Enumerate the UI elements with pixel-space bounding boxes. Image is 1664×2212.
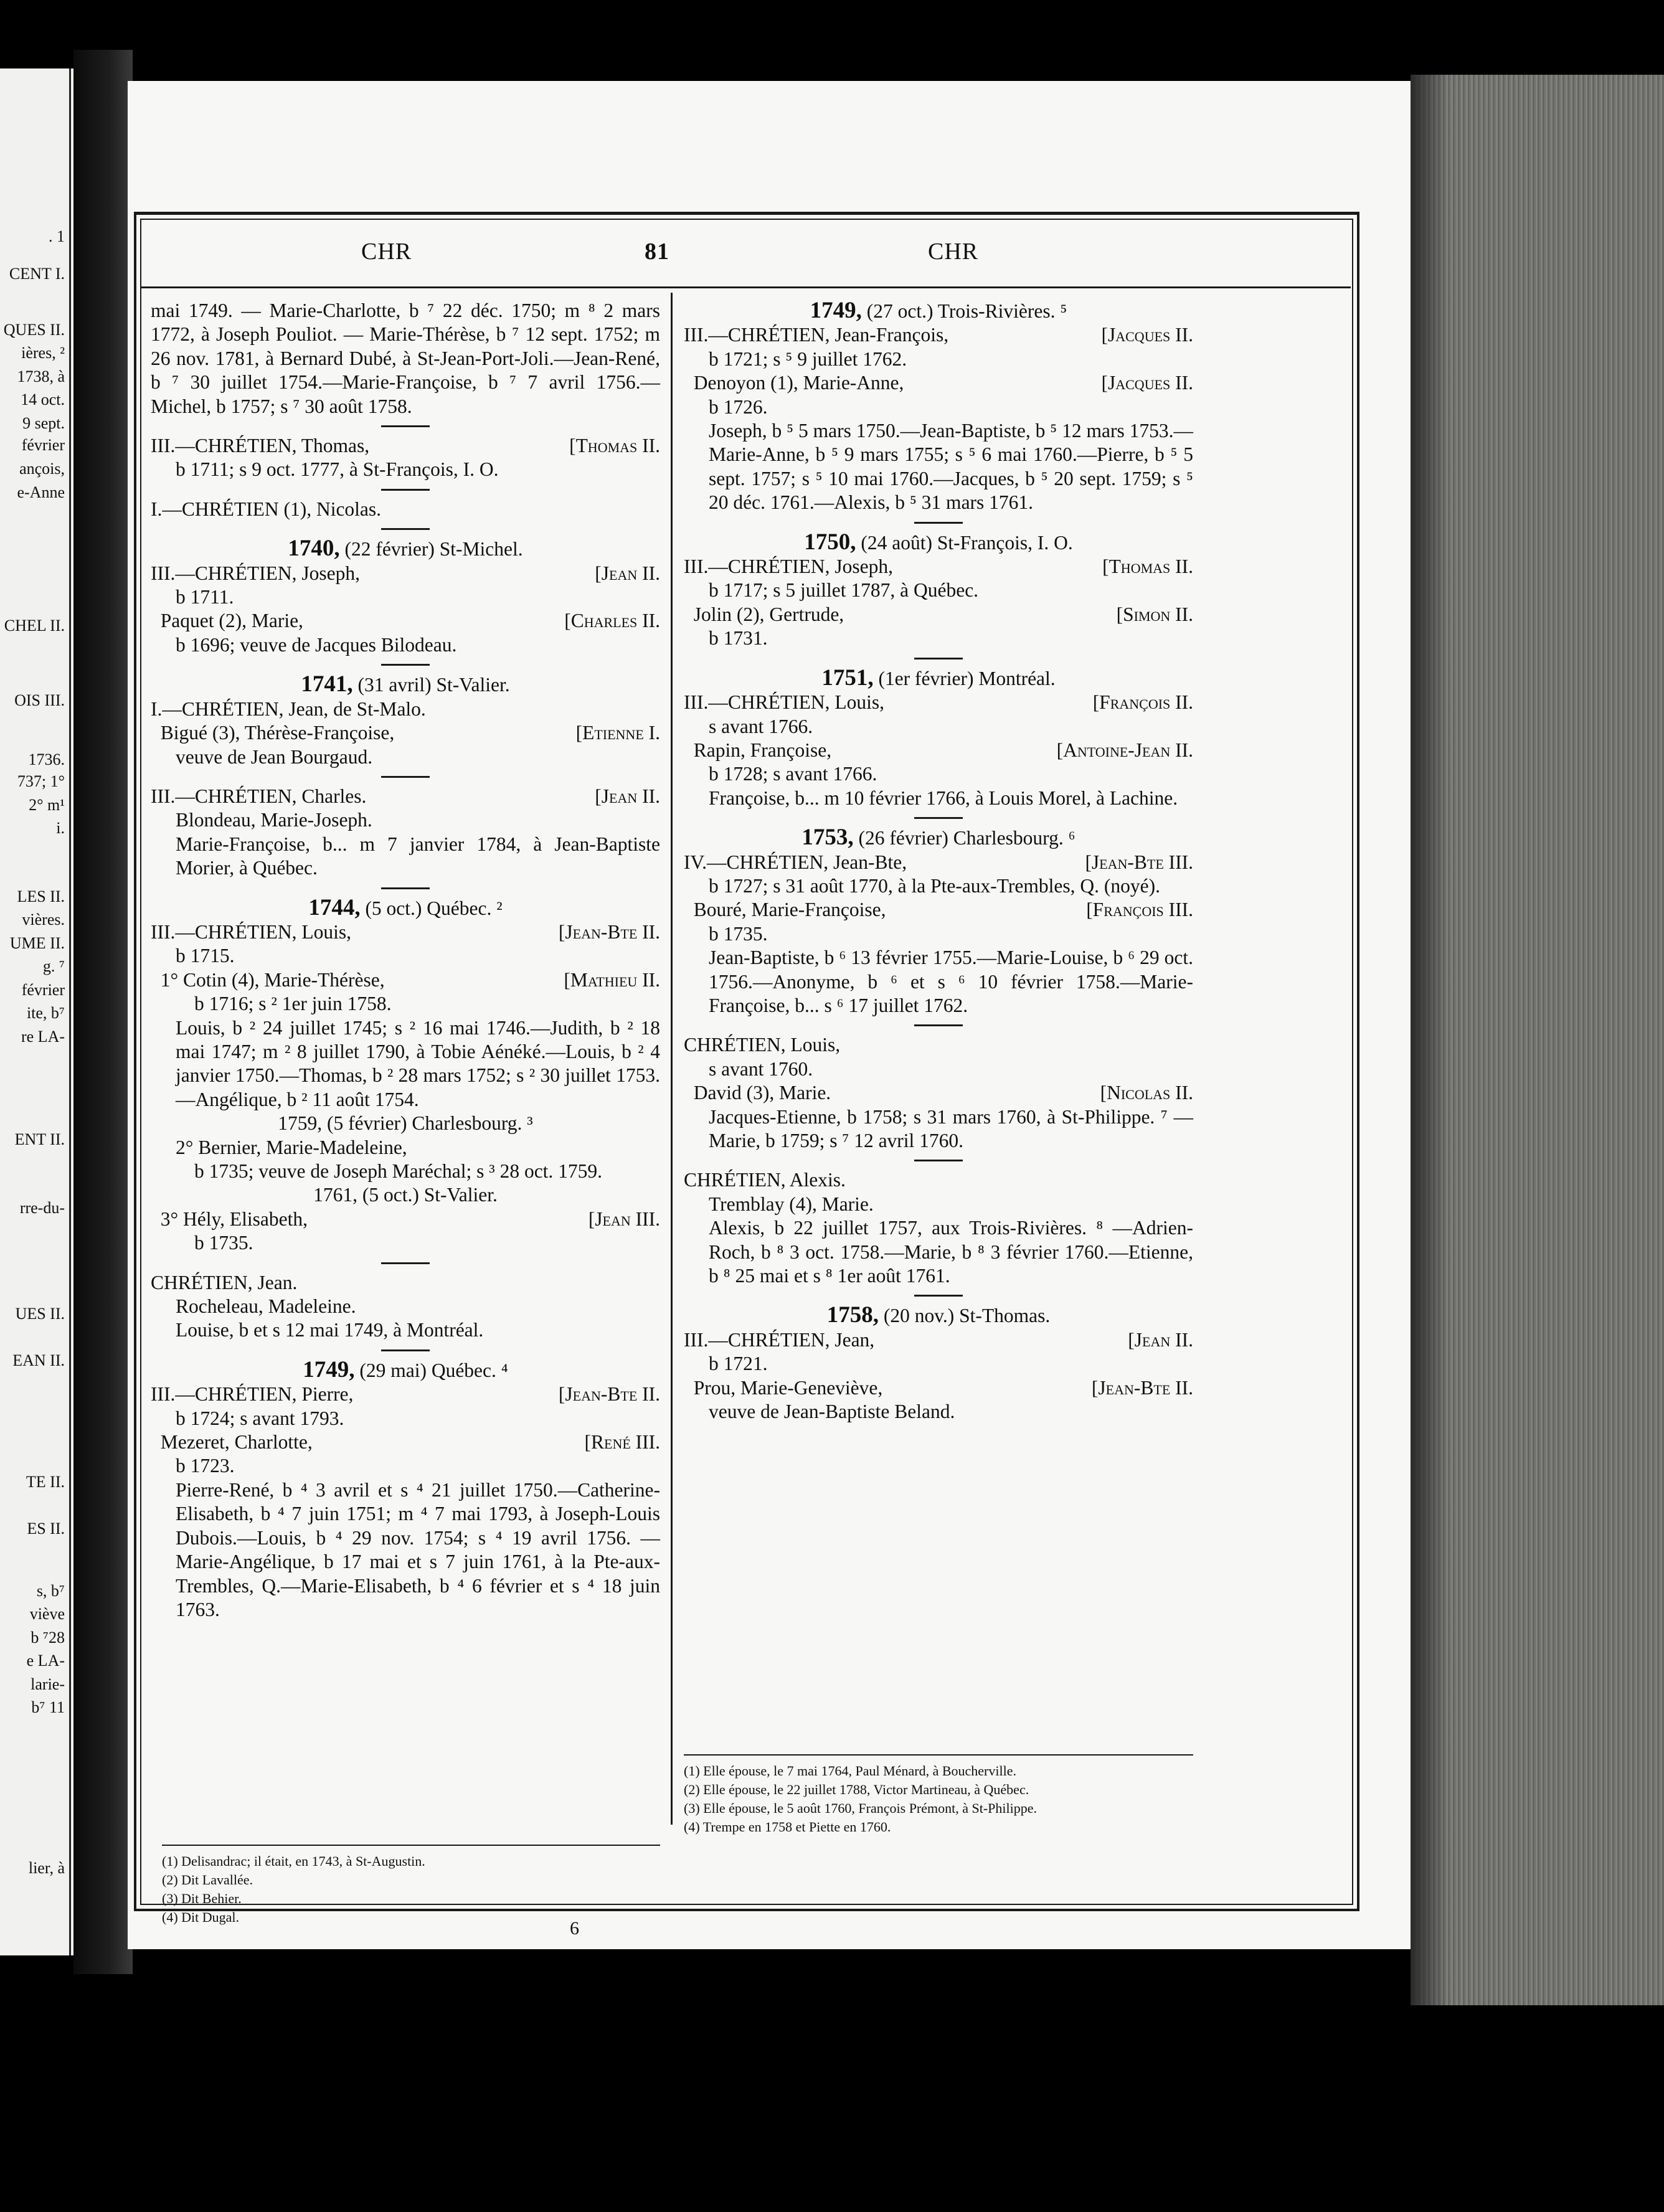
facing-page-fragment: LES II. [17, 887, 65, 905]
marriage-year: 1758, [826, 1302, 879, 1328]
marriage-place: (1er février) Montréal. [873, 667, 1056, 689]
entry-text: b 1728; s avant 1766. [709, 763, 877, 785]
facing-page-fragment: rre-du- [19, 1199, 65, 1217]
footnotes-right [684, 1741, 1193, 1836]
entry-paragraph: Françoise, b... m 10 février 1766, à Louis Morel, à Lachine. [709, 787, 1178, 809]
facing-page-fragment: ENT II. [14, 1130, 65, 1148]
entry-name: 3° Hély, Elisabeth, [151, 1208, 308, 1230]
entry-line [684, 898, 1193, 922]
parent-reference: [Nicolas II. [1100, 1082, 1193, 1104]
entry-name: III.—CHRÉTIEN, Thomas, [151, 435, 370, 457]
entry-line [684, 851, 1193, 874]
facing-page-fragment: février [21, 981, 65, 999]
marriage-heading [684, 826, 1193, 850]
entry-line [684, 371, 1193, 395]
entry-separator [914, 1295, 963, 1297]
entry-text: b 1696; veuve de Jacques Bilodeau. [176, 633, 457, 656]
entry-separator [914, 658, 963, 659]
entry-text: b 1735. [709, 922, 768, 945]
entry-name: III.—CHRÉTIEN, Pierre, [151, 1383, 354, 1406]
entry-line [151, 968, 660, 992]
facing-page-fragment: ES II. [27, 1520, 65, 1538]
marriage-year: 1753, [801, 825, 854, 851]
entry-line [151, 785, 660, 808]
entry-separator [914, 817, 963, 819]
facing-page-fragment: 9 sept. [22, 414, 65, 432]
entry-line [684, 555, 1193, 579]
marriage-year: 1751, [821, 664, 874, 691]
entry-name: Prou, Marie-Geneviève, [684, 1376, 883, 1399]
entry-text: b 1711. [176, 586, 234, 608]
entry-paragraph: Joseph, b ⁵ 5 mars 1750.—Jean-Baptiste, b ⁵ 12 mars 1753.—Marie-Anne, b ⁵ 9 mars 1755; s ⁵ 6 mai 1760.—Pierre, b ⁵ 5 sept. 1757; s ⁵ 10 mai 1760.—Jacques, b ⁵ 20 sept. 1759; s ⁵ 20 déc. 1761.—Alexis, b ⁵ 31 mars 1761. [709, 420, 1193, 514]
entry-name: III.—CHRÉTIEN, Jean, [684, 1328, 875, 1351]
entry-paragraph: Jean-Baptiste, b ⁶ 13 février 1755.—Marie-Louise, b ⁶ 29 oct. 1756.—Anonyme, b ⁶ et s ⁶ 10 février 1758.—Marie-Françoise, b... s ⁶ 17 juillet 1762. [709, 947, 1193, 1016]
parent-reference: [François II. [1092, 691, 1193, 714]
entry-name: 1° Cotin (4), Marie-Thérèse, [151, 968, 385, 991]
marriage-subheading: 1761, (5 oct.) St-Valier. [313, 1184, 498, 1206]
footnote: (1) Elle épouse, le 7 mai 1764, Paul Ménard, à Boucherville. [684, 1763, 1016, 1779]
facing-page-fragment: 1738, à [17, 367, 65, 385]
footnote: (3) Dit Behier. [162, 1891, 242, 1906]
entry-name: III.—CHRÉTIEN, Louis, [684, 691, 884, 714]
facing-page-fragment: lier, à [28, 1859, 65, 1877]
entry-separator [914, 1024, 963, 1026]
page-number: 81 [645, 239, 669, 265]
running-head-left: CHR [361, 239, 412, 265]
entry-name: Rapin, Françoise, [684, 739, 832, 761]
running-head-right: CHR [928, 239, 979, 265]
parent-reference: [Thomas II. [569, 435, 660, 457]
entry-name: Paquet (2), Marie, [151, 610, 303, 632]
right-column [684, 299, 1193, 1424]
entry-line [684, 603, 1193, 626]
marriage-place: (29 mai) Québec. ⁴ [354, 1359, 508, 1381]
entry-paragraph: Louis, b ² 24 juillet 1745; s ² 16 mai 1746.—Judith, b ² 18 mai 1747; m ² 8 juillet 1790, à Tobie Aénéké.—Louis, b ² 4 janvier 1750.—Thomas, b ² 28 mars 1752; s ² 30 juillet 1753.—Angélique, b ² 11 août 1754. [176, 1016, 660, 1110]
facing-page-fragment: i. [56, 819, 65, 837]
marriage-heading [684, 299, 1193, 323]
facing-page-fragment: UME II. [9, 934, 65, 952]
facing-page-fragment: 1736. [28, 750, 65, 768]
marriage-year: 1749, [303, 1356, 355, 1382]
entry-line [151, 434, 660, 458]
facing-page-fragment: 2° m¹ [29, 796, 65, 814]
entry-text: Rocheleau, Madeleine. [176, 1295, 356, 1318]
entry-line [151, 562, 660, 585]
entry-separator [381, 664, 430, 666]
parent-reference: [Jean-Bte II. [1091, 1376, 1193, 1399]
entry-text: b 1735. [194, 1232, 253, 1254]
entry-name: III.—CHRÉTIEN, Jean-François, [684, 324, 949, 346]
entry-separator [381, 425, 430, 427]
entry-name: Denoyon (1), Marie-Anne, [684, 372, 904, 394]
marriage-heading [151, 1358, 660, 1382]
entry-name: David (3), Marie. [684, 1082, 831, 1104]
entry-name: Jolin (2), Gertrude, [684, 603, 844, 625]
entry-line [151, 920, 660, 944]
parent-reference: [Thomas II. [1102, 555, 1193, 578]
entry-name: Bouré, Marie-Françoise, [684, 899, 886, 921]
entry-text: b 1716; s ² 1er juin 1758. [194, 993, 392, 1015]
marriage-place: (27 oct.) Trois-Rivières. ⁵ [861, 300, 1067, 322]
entry-text: CHRÉTIEN, Jean. [151, 1271, 298, 1293]
entry-line [151, 1208, 660, 1231]
entry-separator [381, 1349, 430, 1351]
header-rule [140, 286, 1351, 288]
entry-text: b 1723. [176, 1455, 235, 1477]
facing-page-fragment: 737; 1° [17, 772, 65, 790]
entry-text: veuve de Jean Bourgaud. [176, 745, 373, 768]
parent-reference: [Jean II. [595, 785, 660, 807]
facing-page-fragment: OIS III. [14, 691, 65, 709]
parent-reference: [Charles II. [564, 610, 660, 632]
entry-separator [381, 489, 430, 491]
marriage-place: (24 août) St-François, I. O. [856, 531, 1073, 554]
facing-page-fragment: vières. [22, 910, 65, 929]
entry-paragraph: Alexis, b 22 juillet 1757, aux Trois-Rivières. ⁸ —Adrien-Roch, b ⁸ 3 oct. 1758.—Marie, b ⁸ 3 février 1760.—Etienne, b ⁸ 25 mai et s ⁸ 1er août 1761. [709, 1217, 1193, 1287]
facing-page-fragment: b⁷ 11 [31, 1698, 65, 1716]
footnote: (2) Dit Lavallée. [162, 1872, 253, 1888]
facing-page-fragment: viève [29, 1605, 65, 1623]
entry-text: veuve de Jean-Baptiste Beland. [709, 1401, 955, 1423]
facing-page-fragment: b ⁷28 [31, 1628, 65, 1647]
entry-line [684, 739, 1193, 762]
facing-page-fragment: CENT I. [9, 265, 65, 283]
facing-page-rule [69, 69, 71, 1955]
facing-page-fragment: . 1 [49, 227, 65, 245]
parent-reference: [René III. [584, 1431, 660, 1453]
entry-separator [381, 1262, 430, 1264]
footnote: (1) Delisandrac; il était, en 1743, à St-Augustin. [162, 1853, 425, 1869]
marriage-year: 1744, [308, 894, 361, 920]
footnote-rule [162, 1845, 660, 1846]
facing-page-fragment: larie- [31, 1675, 65, 1693]
entry-text: b 1721. [709, 1353, 768, 1375]
marriage-place: (31 avril) St-Valier. [352, 674, 510, 696]
facing-page-fragment: e LA- [26, 1652, 65, 1670]
entry-name: Bigué (3), Thérèse-Françoise, [151, 722, 395, 744]
entry-separator [381, 776, 430, 778]
footnote: (4) Trempe en 1758 et Piette en 1760. [684, 1819, 891, 1835]
entry-text: I.—CHRÉTIEN, Jean, de St-Malo. [151, 697, 426, 720]
marriage-heading [151, 537, 660, 561]
marriage-heading [684, 531, 1193, 555]
marriage-heading [684, 1303, 1193, 1328]
entry-text: 2° Bernier, Marie-Madeleine, [176, 1136, 407, 1158]
entry-text: b 1715. [176, 945, 235, 967]
entry-text: b 1711; s 9 oct. 1777, à St-François, I. O. [176, 458, 499, 481]
footnote-rule [684, 1754, 1193, 1756]
entry-line [684, 323, 1193, 347]
marriage-place: (26 février) Charlesbourg. ⁶ [853, 827, 1075, 849]
entry-text: Blondeau, Marie-Joseph. [176, 809, 372, 831]
facing-page-fragment: ite, b⁷ [26, 1004, 65, 1022]
facing-page-fragment: UES II. [15, 1305, 65, 1323]
marriage-heading [684, 666, 1193, 691]
entry-line [151, 1430, 660, 1454]
facing-page-fragment: CHEL II. [4, 617, 65, 635]
entry-paragraph: Marie-Françoise, b... m 7 janvier 1784, à Jean-Baptiste Morier, à Québec. [176, 833, 660, 879]
entry-separator [914, 522, 963, 524]
entry-separator [914, 1160, 963, 1161]
facing-page-fragment: QUES II. [3, 321, 65, 339]
entry-text: CHRÉTIEN, Louis, [684, 1034, 841, 1056]
entry-paragraph: b 1727; s 31 août 1770, à la Pte-aux-Trembles, Q. (noyé). [709, 874, 1160, 897]
book-page [128, 81, 1411, 1949]
entry-name: IV.—CHRÉTIEN, Jean-Bte, [684, 851, 907, 873]
marriage-year: 1750, [804, 529, 856, 555]
entry-text: s avant 1760. [709, 1057, 813, 1080]
marriage-place: (20 nov.) St-Thomas. [878, 1305, 1051, 1327]
book-gutter [73, 50, 133, 1974]
parent-reference: [Jean-Bte II. [558, 1383, 660, 1406]
parent-reference: [Jean-Bte II. [558, 920, 660, 943]
footnote: (4) Dit Dugal. [162, 1909, 240, 1925]
entry-text: Tremblay (4), Marie. [709, 1193, 874, 1215]
facing-page-fragment: ançois, [19, 460, 65, 478]
parent-reference: [Mathieu II. [564, 968, 660, 991]
entry-separator [381, 887, 430, 889]
entry-text: I.—CHRÉTIEN (1), Nicolas. [151, 498, 382, 520]
entry-text: s avant 1766. [709, 715, 813, 737]
facing-page-fragment: EAN II. [12, 1351, 65, 1369]
facing-page-fragment: ières, ² [21, 344, 65, 362]
entry-name: Mezeret, Charlotte, [151, 1431, 313, 1453]
left-column [151, 299, 660, 1622]
column-divider [671, 293, 673, 1825]
parent-reference: [Jacques II. [1101, 372, 1193, 394]
parent-reference: [Jacques II. [1101, 324, 1193, 346]
entry-paragraph: b 1735; veuve de Joseph Maréchal; s ³ 28 oct. 1759. [194, 1160, 603, 1182]
entry-line [684, 1081, 1193, 1105]
entry-paragraph: mai 1749. — Marie-Charlotte, b ⁷ 22 déc. 1750; m ⁸ 2 mars 1772, à Joseph Pouliot. — Marie-Thérèse, b ⁷ 12 sept. 1752; m 26 nov. 1781, à Bernard Dubé, à St-Jean-Port-Joli.—Jean-René, b ⁷ 30 juillet 1754.—Marie-Françoise, b ⁷ 7 avril 1756.—Michel, b 1757; s ⁷ 30 août 1758. [151, 300, 660, 417]
entry-paragraph: Jacques-Etienne, b 1758; s 31 mars 1760, à St-Philippe. ⁷ — Marie, b 1759; s ⁷ 12 avril 1760. [709, 1105, 1193, 1151]
entry-name: III.—CHRÉTIEN, Joseph, [684, 555, 893, 578]
marriage-year: 1749, [810, 298, 862, 323]
facing-page-fragment: 14 oct. [21, 390, 65, 409]
entry-line [151, 609, 660, 633]
entry-text: b 1726. [709, 395, 768, 418]
parent-reference: [Simon II. [1116, 603, 1193, 625]
entry-line [684, 1328, 1193, 1352]
page-edge-shadow [1411, 75, 1448, 2005]
facing-page-fragment: g. ⁷ [42, 957, 65, 975]
parent-reference: [Jean II. [1128, 1328, 1193, 1351]
footnotes-left [162, 1831, 660, 1927]
parent-reference: [François III. [1086, 899, 1193, 921]
marriage-year: 1740, [288, 536, 340, 562]
marriage-year: 1741, [301, 671, 353, 697]
entry-text: Louise, b et s 12 mai 1749, à Montréal. [176, 1319, 484, 1341]
facing-page-fragment: s, b⁷ [36, 1582, 65, 1600]
entry-text: b 1724; s avant 1793. [176, 1407, 344, 1429]
marriage-heading [151, 673, 660, 697]
parent-reference: [Jean-Bte III. [1085, 851, 1193, 873]
parent-reference: [Jean II. [595, 562, 660, 584]
entry-text: b 1731. [709, 627, 768, 650]
entry-text: CHRÉTIEN, Alexis. [684, 1169, 846, 1191]
parent-reference: [Etienne I. [575, 722, 660, 744]
parent-reference: [Jean III. [588, 1208, 660, 1230]
parent-reference: [Antoine-Jean II. [1056, 739, 1193, 761]
entry-line [684, 691, 1193, 714]
entry-name: III.—CHRÉTIEN, Joseph, [151, 562, 360, 584]
entry-text: b 1721; s ⁵ 9 juillet 1762. [709, 347, 907, 370]
book-page-edges [1411, 75, 1664, 2005]
marriage-subheading: 1759, (5 février) Charlesbourg. ³ [278, 1112, 533, 1135]
entry-line [151, 1382, 660, 1406]
entry-name: III.—CHRÉTIEN, Louis, [151, 920, 351, 943]
footnote: (2) Elle épouse, le 22 juillet 1788, Victor Martineau, à Québec. [684, 1782, 1029, 1797]
signature-mark: 6 [570, 1918, 579, 1939]
marriage-place: (5 oct.) Québec. ² [360, 897, 503, 919]
facing-page-strip [0, 69, 73, 1955]
entry-line [151, 721, 660, 745]
entry-paragraph: Pierre-René, b ⁴ 3 avril et s ⁴ 21 juillet 1750.—Catherine-Elisabeth, b ⁴ 7 juin 1751; m ⁴ 7 mai 1793, à Joseph-Louis Dubois.—Louis, b ⁴ 29 nov. 1754; s ⁴ 19 avril 1756. —Marie-Angélique, b 17 mai et s 7 juin 1761, à la Pte-aux-Trembles, Q.—Marie-Elisabeth, b ⁴ 6 février et s ⁴ 18 juin 1763. [176, 1478, 660, 1620]
entry-name: III.—CHRÉTIEN, Charles. [151, 785, 367, 807]
entry-text: b 1717; s 5 juillet 1787, à Québec. [709, 579, 979, 602]
entry-separator [381, 528, 430, 530]
facing-page-fragment: re LA- [21, 1028, 65, 1046]
marriage-heading [151, 896, 660, 920]
marriage-place: (22 février) St-Michel. [339, 538, 523, 560]
facing-page-fragment: e-Anne [17, 483, 65, 501]
footnote: (3) Elle épouse, le 5 août 1760, François Prémont, à St-Philippe. [684, 1800, 1038, 1816]
facing-page-fragment: TE II. [26, 1473, 65, 1491]
entry-line [684, 1376, 1193, 1400]
facing-page-fragment: février [21, 436, 65, 454]
